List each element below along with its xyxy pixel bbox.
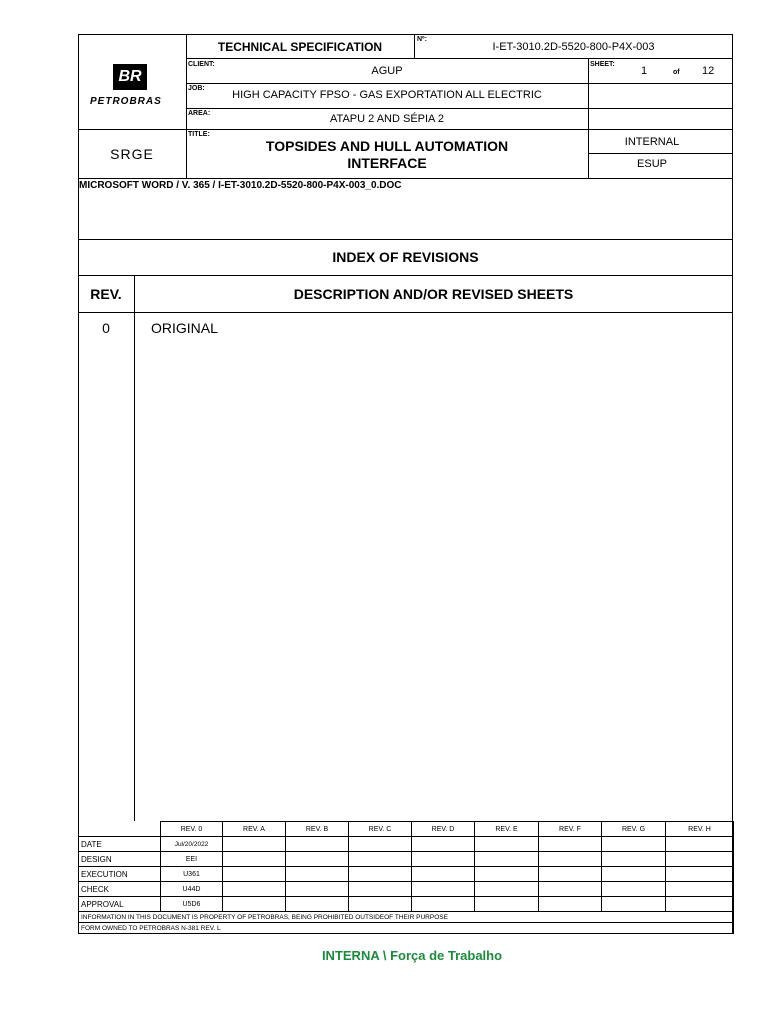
description-column-heading: DESCRIPTION AND/OR REVISED SHEETS [293, 286, 574, 302]
header-row-line-5 [588, 153, 733, 154]
classification-watermark: INTERNA \ Força de Trabalho [321, 948, 503, 963]
department: ESUP [637, 158, 667, 170]
col-rev-b: REV. B [286, 822, 349, 837]
client-value: AGUP [371, 65, 403, 77]
date-rev-0: Jul/20/2022 [161, 837, 223, 852]
row-label-execution: EXECUTION [79, 867, 161, 882]
title-line-1: TOPSIDES AND HULL AUTOMATION [265, 138, 509, 154]
approval-header-row [79, 822, 734, 837]
job-label: JOB: [188, 85, 205, 92]
col-rev-c: REV. C [349, 822, 412, 837]
table-row [79, 852, 734, 867]
title-label: TITLE: [188, 131, 210, 138]
property-notice: INFORMATION IN THIS DOCUMENT IS PROPERTY OF PETROBRAS, BEING PROHIBITED OUTSIDEOF THEIR PURPOSE [79, 912, 734, 923]
header-bottom-line [78, 178, 733, 179]
col-rev-d: REV. D [412, 822, 475, 837]
approval-table [78, 821, 734, 934]
col-rev-g: REV. G [602, 822, 666, 837]
title-line-2: INTERFACE [347, 155, 427, 171]
table-row [79, 897, 734, 912]
row-label-date: DATE [79, 837, 161, 852]
sheet-total: 12 [702, 65, 715, 77]
org-unit [78, 146, 186, 162]
table-row [79, 837, 734, 852]
approval-rev-0: U5D6 [161, 897, 223, 912]
revision-row-description: ORIGINAL [151, 320, 218, 336]
row-label-check: CHECK [79, 882, 161, 897]
row-label-design: DESIGN [79, 852, 161, 867]
file-info: MICROSOFT WORD / V. 365 / I-ET-3010.2D-5520-800-P4X-003_0.DOC [79, 180, 402, 191]
header-row-line-1 [186, 58, 733, 59]
rev-column-divider [134, 275, 135, 821]
col-rev-0: REV. 0 [161, 822, 223, 837]
file-info-bottom-line [78, 239, 733, 240]
index-heading: INDEX OF REVISIONS [332, 249, 479, 265]
sheet-of: of [673, 69, 680, 76]
header-row-line-4 [186, 129, 733, 130]
row-label-approval: APPROVAL [79, 897, 161, 912]
col-rev-h: REV. H [666, 822, 734, 837]
client-label: CLIENT: [188, 61, 215, 68]
notice-row [79, 912, 734, 923]
sheet-label: SHEET: [590, 61, 615, 68]
doc-type: TECHNICAL SPECIFICATION [217, 40, 383, 54]
form-reference: FORM OWNED TO PETROBRAS N-381 REV. L [79, 923, 734, 934]
org-unit-text: SRGE [110, 146, 154, 162]
revision-row-rev: 0 [102, 320, 110, 336]
form-ref-row [79, 923, 734, 934]
check-rev-0: U44D [161, 882, 223, 897]
table-row [79, 882, 734, 897]
classification: INTERNAL [624, 136, 680, 148]
sheet-current: 1 [641, 65, 648, 77]
header-row-line-2 [186, 83, 733, 84]
petrobras-logo-mark: BR [113, 64, 147, 90]
design-rev-0: EEI [161, 852, 223, 867]
column-heading-bottom-line [78, 312, 733, 313]
document-number: I-ET-3010.2D-5520-800-P4X-003 [492, 41, 655, 53]
job-value: HIGH CAPACITY FPSO - GAS EXPORTATION ALL ELECTRIC [232, 89, 542, 101]
area-label: AREA: [188, 110, 211, 117]
approval-corner-cell [79, 822, 161, 837]
rev-column-heading: REV. [90, 286, 122, 302]
execution-rev-0: U361 [161, 867, 223, 882]
logo-cell-line [78, 129, 186, 130]
index-heading-bottom-line [78, 275, 733, 276]
area-value: ATAPU 2 AND SÉPIA 2 [330, 113, 444, 125]
number-label: Nº: [417, 36, 427, 43]
header-row-line-3 [186, 108, 733, 109]
petrobras-logo-name: PETROBRAS [90, 96, 162, 107]
table-row [79, 867, 734, 882]
col-rev-e: REV. E [475, 822, 539, 837]
col-rev-f: REV. F [539, 822, 602, 837]
col-rev-a: REV. A [223, 822, 286, 837]
